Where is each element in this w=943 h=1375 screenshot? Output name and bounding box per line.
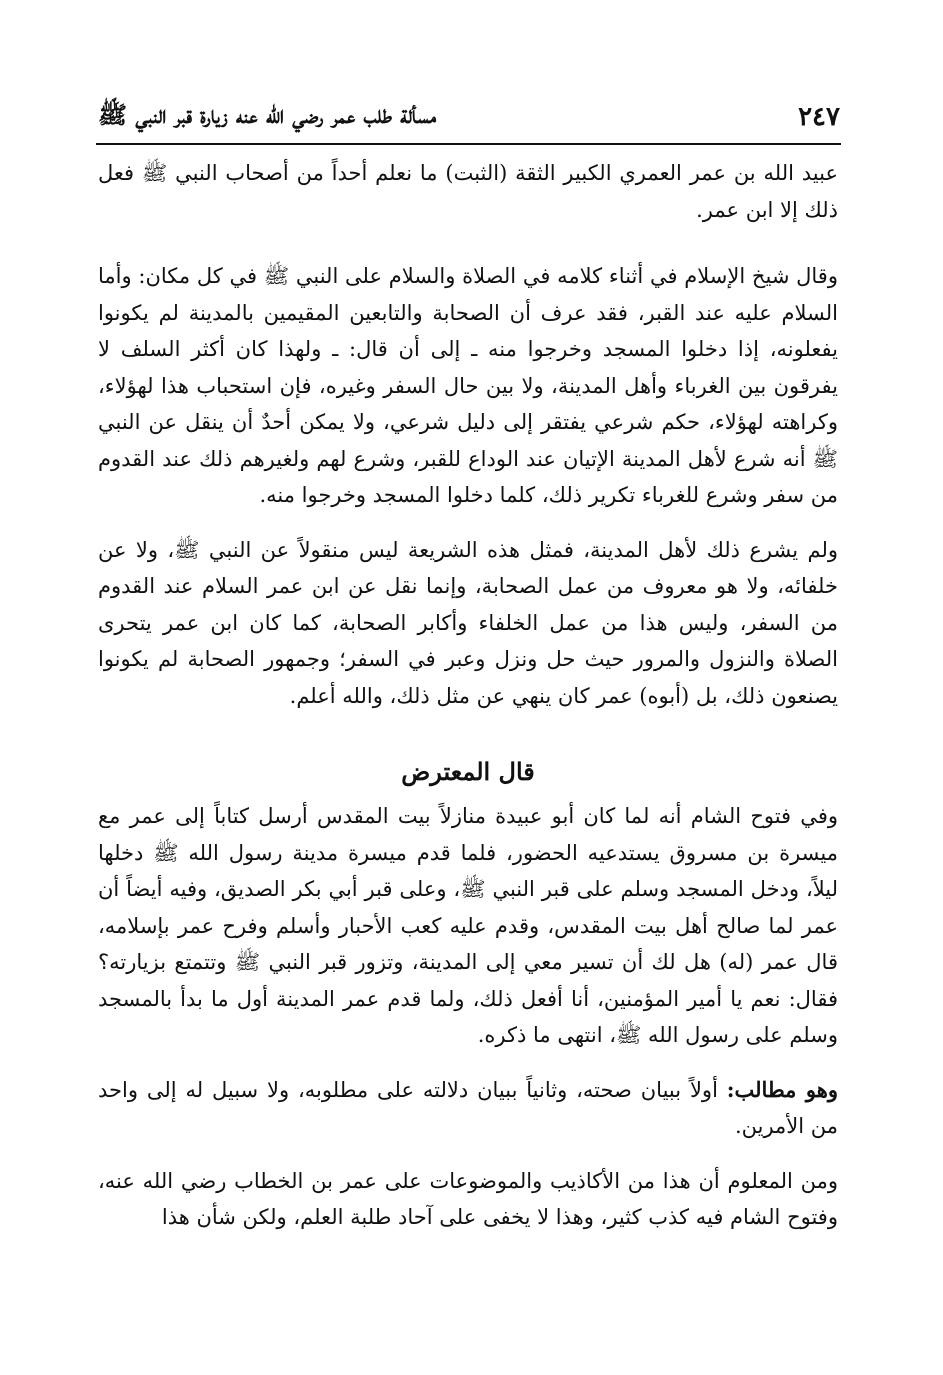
header-rule xyxy=(96,143,841,145)
paragraph-5 xyxy=(98,1072,838,1145)
paragraph-3: ولم يشرع ذلك لأهل المدينة، فمثل هذه الشريعة ليس منقولاً عن النبي ﷺ، ولا عن خلفائه، ولا هو معروف من عمل الصحابة، وإنما نقل عن ابن عمر السلام عند القدوم من السفر، وليس هذا من عمل الخلفاء وأكابر الصحابة، كما كان ابن عمر يتحرى الصلاة والنزول والمرور حيث حل ونزل وعبر في السفر؛ وجمهور الصحابة لم يكونوا يصنعون ذلك، بل (أبوه) عمر كان ينهي عن مثل ذلك، والله أعلم. xyxy=(98,537,838,708)
paragraph-2: وقال شيخ الإسلام في أثناء كلامه في الصلاة والسلام على النبي ﷺ في كل مكان: وأما السلام عليه عند القبر، فقد عرف أن الصحابة والتابعين المقيمين بالمدينة لم يكونوا يفعلونه، إذا دخلوا المسجد وخرجوا منه ـ إلى أن قال: ـ ولهذا كان أكثر السلف لا يفرقون بين الغرباء وأهل المدينة، ولا بين حال السفر وغيره، فإن استحباب هذا لهؤلاء، وكراهته لهؤلاء، حكم شرعي يفتقر إلى دليل شرعي، ولا يمكن أحدٌ أن ينقل عن النبي ﷺ أنه شرع لأهل المدينة الإتيان عند الوداع للقبر، وشرع لهم ولغيرهم ذلك عند القدوم من سفر وشرع للغرباء تكرير ذلك، كلما دخلوا المسجد وخرجوا منه. xyxy=(98,264,838,507)
paragraph-5-lead: وهو مطالب: xyxy=(726,1076,838,1102)
paragraph-5-text: أولاً ببيان صحته، وثانياً ببيان دلالته على مطلوبه، ولا سبيل له إلى واحد من الأمرين. xyxy=(98,1077,838,1138)
paragraph-6: ومن المعلوم أن هذا من الأكاذيب والموضوعات على عمر بن الخطاب رضي الله عنه، وفتوح الشام فيه كذب كثير، وهذا لا يخفى على آحاد طلبة العلم، ولكن شأن هذا xyxy=(98,1168,838,1229)
page-body xyxy=(98,155,838,1236)
running-title: مسألة طلب عمر رضي الله عنه زيارة قبر النبي ﷺ xyxy=(98,99,437,129)
paragraph-4: وفي فتوح الشام أنه لما كان أبو عبيدة منازلاً بيت المقدس أرسل كتاباً إلى عمر مع ميسرة بن مسروق يستدعيه الحضور، فلما قدم ميسرة مدينة رسول الله ﷺ دخلها ليلاً، ودخل المسجد وسلم على قبر النبي ﷺ، وعلى قبر أبي بكر الصديق، وفيه أيضاً أن عمر لما صالح أهل بيت المقدس، وقدم عليه كعب الأحبار وأسلم وفرح عمر بإسلامه، قال عمر (له) هل لك أن تسير معي إلى المدينة، وتزور قبر النبي ﷺ وتتمتع بزيارته؟ فقال: نعم يا أمير المؤمنين، أنا أفعل ذلك، ولما قدم عمر المدينة أول ما بدأ بالمسجد وسلم على رسول الله ﷺ، انتهى ما ذكره. xyxy=(98,804,838,1047)
paragraph-1: عبيد الله بن عمر العمري الكبير الثقة (الثبت) ما نعلم أحداً من أصحاب النبي ﷺ فعل ذلك إلا ابن عمر. xyxy=(98,161,838,222)
page-number: ٢٤٧ xyxy=(798,102,840,132)
page-header xyxy=(98,92,840,142)
section-title: قال المعترض xyxy=(401,757,535,786)
